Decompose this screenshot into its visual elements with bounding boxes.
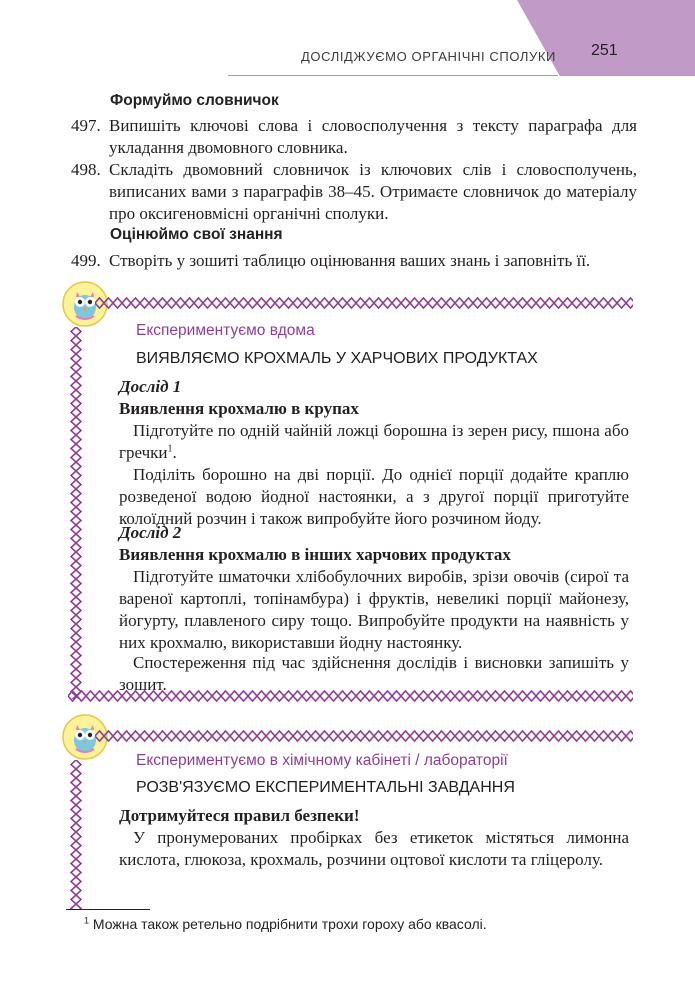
conclusion-paragraph: Спостереження під час здійснення дослідів і висновки запишіть у зошит. <box>119 653 629 694</box>
lab-experiment-body <box>119 805 629 871</box>
header-tab <box>517 0 695 76</box>
experiment-label: Дослід 2 <box>119 523 182 542</box>
experiment-paragraph: Підготуйте шматочки хлібобулочних виробів, зрізи овочів (сирої та вареної картоплі, топінамбура) і фруктів, невеликі порції майонезу, йогурту, плавленого сиру тощо. Випробуйте продукти на наявність у них крохмалю, використавши йодну настоянку. <box>119 567 629 652</box>
experiment-paragraph: Підготуйте по одній чайній ложці борошна із зерен рису, пшона або гречки <box>119 421 629 462</box>
footnote-marker: 1 <box>84 915 90 926</box>
experiment-1: Дослід 1 Виявлення крохмалю в крупах Підготуйте по одній чайній ложці борошна із зерен рису, пшона або гречки$^1$. Поділіть борошно на дві порції. До однієї порції додайте краплю розведеної водою йодної настоянки, а з другої порції приготуйте колоїдний розчин і також випробуйте його розчином йоду. <box>119 377 629 528</box>
footnote-text: Можна також ретельно подрібнити трохи гороху або квасолі. <box>92 916 487 932</box>
exercise-number: 499. <box>71 251 101 270</box>
lab-box-left-border <box>68 760 84 910</box>
assessment-heading: Оцінюймо свої знання <box>110 226 283 243</box>
exercise-497 <box>71 115 637 159</box>
home-experiment-conclusion <box>119 652 629 696</box>
exercise-number: 498. <box>71 160 101 179</box>
experiment-2 <box>119 522 629 654</box>
home-experiment-title: ВИЯВЛЯЄМО КРОХМАЛЬ У ХАРЧОВИХ ПРОДУКТАХ <box>136 350 538 367</box>
footnote-rule <box>66 909 150 910</box>
exercise-498 <box>71 159 637 225</box>
lab-paragraph: У пронумерованих пробірках без етикеток містяться лимонна кислота, глюкоза, крохмаль, розчини оцтової кислоти та гліцеролу. <box>119 828 629 869</box>
exercise-text: Створіть у зошиті таблицю оцінювання ваших знань і заповніть її. <box>109 251 591 270</box>
exercise-text: Складіть двомовний словничок із ключових слів і словосполучень, виписаних вами з параграфів 38–45. Отримаєте словничок до матеріалу про оксигеновмісні органічні сполуки. <box>109 160 637 223</box>
experiment-name: Виявлення крохмалю в інших харчових продуктах <box>119 545 511 564</box>
page-number: 251 <box>591 42 618 59</box>
vocabulary-heading: Формуймо словничок <box>110 92 279 109</box>
experiment-label: Дослід 1 <box>119 377 182 396</box>
safety-note: Дотримуйтеся правил безпеки! <box>119 806 360 825</box>
footnote <box>84 916 487 932</box>
experiment-paragraph: Поділіть борошно на дві порції. До однієї порції додайте краплю розведеної водою йодної настоянки, а з другої порції приготуйте колоїдний розчин і також випробуйте його розчином йоду. <box>119 465 629 528</box>
lab-box-top-border <box>95 728 633 744</box>
running-title: ДОСЛІДЖУЄМО ОРГАНІЧНІ СПОЛУКИ <box>301 49 556 64</box>
experiment-name: Виявлення крохмалю в крупах <box>119 399 359 418</box>
exercise-499 <box>71 250 637 272</box>
footnote-marker: 1 <box>167 443 173 455</box>
exercise-text: Випишіть ключові слова і словосполучення з тексту параграфа для укладання двомовного словника. <box>109 116 637 157</box>
home-box-top-border <box>95 295 633 311</box>
home-box-left-border <box>68 327 84 699</box>
lab-experiment-title: РОЗВ'ЯЗУЄМО ЕКСПЕРИМЕНТАЛЬНІ ЗАВДАННЯ <box>136 779 515 796</box>
home-experiment-subtitle: Експериментуємо вдома <box>136 322 315 339</box>
exercise-number: 497. <box>71 116 101 135</box>
header-rule <box>228 75 558 76</box>
lab-experiment-subtitle: Експериментуємо в хімічному кабінеті / лабораторії <box>136 752 508 769</box>
